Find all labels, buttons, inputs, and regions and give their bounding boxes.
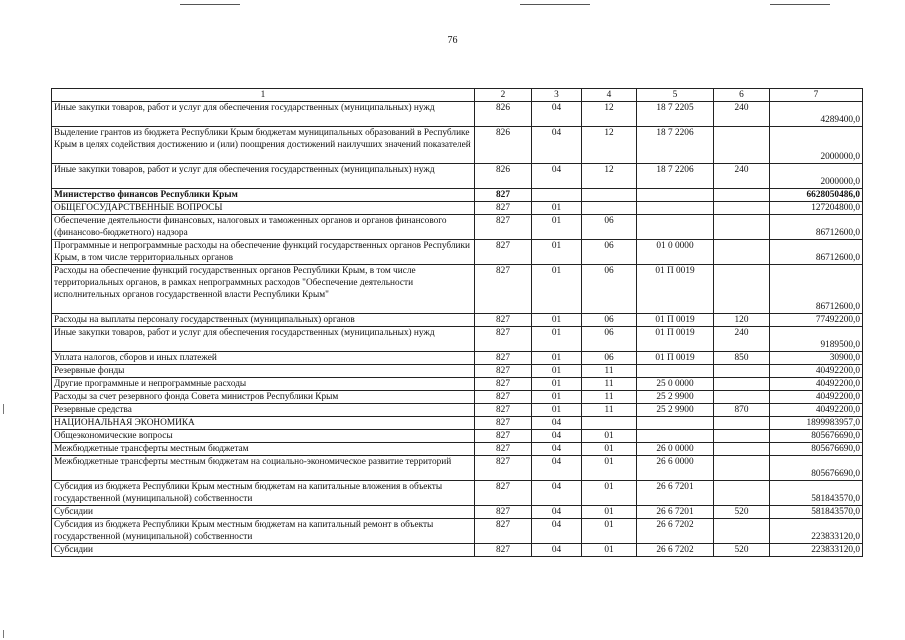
code-subsection: 06 <box>582 215 637 240</box>
code-target: 26 6 7201 <box>637 506 714 519</box>
code-expense-type <box>714 456 770 481</box>
row-amount: 77492200,0 <box>770 314 863 327</box>
code-section: 01 <box>532 352 582 365</box>
code-admin: 827 <box>475 456 532 481</box>
code-expense-type <box>714 365 770 378</box>
row-amount: 581843570,0 <box>770 506 863 519</box>
code-section: 01 <box>532 378 582 391</box>
code-target <box>637 202 714 215</box>
code-section: 04 <box>532 430 582 443</box>
code-target <box>637 215 714 240</box>
code-admin: 827 <box>475 240 532 265</box>
code-target <box>637 189 714 202</box>
code-admin: 827 <box>475 189 532 202</box>
code-subsection: 06 <box>582 327 637 352</box>
table-row <box>52 127 863 164</box>
table-row <box>52 506 863 519</box>
table-row <box>52 314 863 327</box>
page-number: 76 <box>447 35 458 46</box>
row-amount: 30900,0 <box>770 352 863 365</box>
row-amount: 4289400,0 <box>770 102 863 127</box>
code-expense-type <box>714 189 770 202</box>
table-row <box>52 215 863 240</box>
code-target: 01 0 0000 <box>637 240 714 265</box>
row-amount: 86712600,0 <box>770 215 863 240</box>
code-section: 01 <box>532 265 582 314</box>
code-section: 04 <box>532 417 582 430</box>
code-subsection: 11 <box>582 391 637 404</box>
table-row <box>52 404 863 417</box>
table-row <box>52 443 863 456</box>
code-subsection: 01 <box>582 506 637 519</box>
code-admin: 827 <box>475 391 532 404</box>
top-scan-line <box>180 4 240 5</box>
table-row <box>52 519 863 544</box>
row-name: Расходы на обеспечение функций государственных органов Республики Крым, в том числе территориальных органов, в рамках непрограммных расходов "Обеспечение деятельности исполнительных органов государственной власти Республики Крым" <box>52 265 475 314</box>
code-expense-type <box>714 240 770 265</box>
code-section: 01 <box>532 404 582 417</box>
row-amount: 40492200,0 <box>770 378 863 391</box>
code-target: 18 7 2205 <box>637 102 714 127</box>
code-subsection: 12 <box>582 164 637 189</box>
code-admin: 826 <box>475 164 532 189</box>
code-expense-type: 240 <box>714 102 770 127</box>
row-name: Выделение грантов из бюджета Республики Крым бюджетам муниципальных образований в Республике Крым в целях содействия достижению и (или) поощрения достижений наилучших значений показателей <box>52 127 475 164</box>
code-admin: 827 <box>475 506 532 519</box>
code-admin: 827 <box>475 327 532 352</box>
table-row <box>52 352 863 365</box>
row-name: Субсидия из бюджета Республики Крым местным бюджетам на капитальные вложения в объекты государственной (муниципальной) собственности <box>52 481 475 506</box>
row-name: Субсидии <box>52 506 475 519</box>
code-subsection <box>582 189 637 202</box>
code-section: 04 <box>532 127 582 164</box>
code-section <box>532 189 582 202</box>
budget-table <box>51 88 863 557</box>
row-amount: 1899983957,0 <box>770 417 863 430</box>
column-header: 1 <box>52 89 475 102</box>
table-row <box>52 240 863 265</box>
scan-margin-mark <box>3 404 4 414</box>
row-amount: 223833120,0 <box>770 519 863 544</box>
column-header: 3 <box>532 89 582 102</box>
code-subsection: 01 <box>582 481 637 506</box>
code-section: 04 <box>532 519 582 544</box>
table-row <box>52 189 863 202</box>
row-name: Министерство финансов Республики Крым <box>52 189 475 202</box>
code-admin: 827 <box>475 481 532 506</box>
header-row <box>52 89 863 102</box>
code-admin: 827 <box>475 378 532 391</box>
code-admin: 827 <box>475 443 532 456</box>
code-subsection: 11 <box>582 378 637 391</box>
code-section: 01 <box>532 327 582 352</box>
code-subsection: 01 <box>582 544 637 557</box>
row-amount: 9189500,0 <box>770 327 863 352</box>
code-subsection: 06 <box>582 314 637 327</box>
row-name: Резервные средства <box>52 404 475 417</box>
code-expense-type: 520 <box>714 544 770 557</box>
code-admin: 827 <box>475 519 532 544</box>
code-target: 01 П 0019 <box>637 265 714 314</box>
code-admin: 827 <box>475 417 532 430</box>
row-amount: 805676690,0 <box>770 430 863 443</box>
code-subsection <box>582 417 637 430</box>
top-scan-line <box>520 4 590 5</box>
code-section: 04 <box>532 506 582 519</box>
code-target: 01 П 0019 <box>637 327 714 352</box>
code-target: 26 6 7202 <box>637 544 714 557</box>
code-expense-type: 240 <box>714 164 770 189</box>
code-section: 04 <box>532 456 582 481</box>
code-expense-type <box>714 443 770 456</box>
code-expense-type <box>714 265 770 314</box>
code-expense-type: 850 <box>714 352 770 365</box>
code-expense-type <box>714 378 770 391</box>
table-row <box>52 202 863 215</box>
row-amount: 86712600,0 <box>770 240 863 265</box>
row-name: Субсидии <box>52 544 475 557</box>
row-name: Межбюджетные трансферты местным бюджетам <box>52 443 475 456</box>
column-header: 2 <box>475 89 532 102</box>
code-subsection: 11 <box>582 365 637 378</box>
code-admin: 827 <box>475 215 532 240</box>
code-expense-type <box>714 391 770 404</box>
row-amount: 40492200,0 <box>770 404 863 417</box>
row-name: Другие программные и непрограммные расходы <box>52 378 475 391</box>
code-admin: 827 <box>475 365 532 378</box>
column-header: 7 <box>770 89 863 102</box>
code-admin: 827 <box>475 202 532 215</box>
code-target <box>637 430 714 443</box>
code-expense-type: 240 <box>714 327 770 352</box>
code-section: 04 <box>532 544 582 557</box>
row-amount: 805676690,0 <box>770 443 863 456</box>
code-target: 25 2 9900 <box>637 404 714 417</box>
code-target: 26 6 7201 <box>637 481 714 506</box>
code-admin: 827 <box>475 404 532 417</box>
table-row <box>52 378 863 391</box>
code-section: 01 <box>532 314 582 327</box>
code-target <box>637 365 714 378</box>
code-admin: 827 <box>475 430 532 443</box>
code-admin: 827 <box>475 544 532 557</box>
code-target <box>637 417 714 430</box>
row-amount: 223833120,0 <box>770 544 863 557</box>
table-row <box>52 265 863 314</box>
row-name: Резервные фонды <box>52 365 475 378</box>
code-admin: 827 <box>475 352 532 365</box>
code-subsection: 01 <box>582 443 637 456</box>
row-amount: 6628050486,0 <box>770 189 863 202</box>
code-expense-type <box>714 519 770 544</box>
column-header: 4 <box>582 89 637 102</box>
code-expense-type <box>714 127 770 164</box>
code-subsection: 01 <box>582 456 637 481</box>
code-subsection: 01 <box>582 430 637 443</box>
row-amount: 40492200,0 <box>770 391 863 404</box>
row-amount: 805676690,0 <box>770 456 863 481</box>
row-name: Уплата налогов, сборов и иных платежей <box>52 352 475 365</box>
row-name: Иные закупки товаров, работ и услуг для обеспечения государственных (муниципальных) нужд <box>52 327 475 352</box>
code-target: 01 П 0019 <box>637 314 714 327</box>
code-expense-type: 120 <box>714 314 770 327</box>
table-row <box>52 391 863 404</box>
code-section: 01 <box>532 202 582 215</box>
top-scan-line <box>770 4 830 5</box>
table-row <box>52 417 863 430</box>
code-subsection: 11 <box>582 404 637 417</box>
row-amount: 127204800,0 <box>770 202 863 215</box>
row-name: Иные закупки товаров, работ и услуг для обеспечения государственных (муниципальных) нужд <box>52 102 475 127</box>
code-expense-type <box>714 202 770 215</box>
table-row <box>52 456 863 481</box>
code-expense-type <box>714 430 770 443</box>
row-name: Общеэкономические вопросы <box>52 430 475 443</box>
table-row <box>52 481 863 506</box>
row-name: ОБЩЕГОСУДАРСТВЕННЫЕ ВОПРОСЫ <box>52 202 475 215</box>
code-expense-type: 870 <box>714 404 770 417</box>
code-admin: 826 <box>475 102 532 127</box>
code-section: 01 <box>532 215 582 240</box>
row-amount: 2000000,0 <box>770 164 863 189</box>
code-subsection: 06 <box>582 265 637 314</box>
table-row <box>52 164 863 189</box>
code-section: 01 <box>532 391 582 404</box>
table-row <box>52 102 863 127</box>
code-admin: 826 <box>475 127 532 164</box>
table-row <box>52 430 863 443</box>
code-admin: 827 <box>475 314 532 327</box>
code-target: 18 7 2206 <box>637 127 714 164</box>
row-name: Обеспечение деятельности финансовых, налоговых и таможенных органов и органов финансового (финансово-бюджетного) надзора <box>52 215 475 240</box>
code-section: 01 <box>532 365 582 378</box>
row-name: Расходы на выплаты персоналу государственных (муниципальных) органов <box>52 314 475 327</box>
row-amount: 581843570,0 <box>770 481 863 506</box>
code-target: 26 6 7202 <box>637 519 714 544</box>
row-amount: 2000000,0 <box>770 127 863 164</box>
row-name: Межбюджетные трансферты местным бюджетам на социально-экономическое развитие территорий <box>52 456 475 481</box>
code-target: 26 6 0000 <box>637 456 714 481</box>
code-section: 01 <box>532 240 582 265</box>
code-section: 04 <box>532 481 582 506</box>
row-name: Иные закупки товаров, работ и услуг для обеспечения государственных (муниципальных) нужд <box>52 164 475 189</box>
row-name: Субсидия из бюджета Республики Крым местным бюджетам на капитальный ремонт в объекты государственной (муниципальной) собственности <box>52 519 475 544</box>
code-expense-type <box>714 481 770 506</box>
code-subsection: 01 <box>582 519 637 544</box>
table-row <box>52 327 863 352</box>
code-subsection: 06 <box>582 352 637 365</box>
code-section: 04 <box>532 164 582 189</box>
code-target: 26 0 0000 <box>637 443 714 456</box>
code-expense-type: 520 <box>714 506 770 519</box>
code-target: 25 2 9900 <box>637 391 714 404</box>
table-row <box>52 365 863 378</box>
row-name: Программные и непрограммные расходы на обеспечение функций государственных органов Республики Крым, в том числе территориальных органов <box>52 240 475 265</box>
code-section: 04 <box>532 102 582 127</box>
row-name: НАЦИОНАЛЬНАЯ ЭКОНОМИКА <box>52 417 475 430</box>
scan-margin-mark <box>3 630 4 638</box>
code-section: 04 <box>532 443 582 456</box>
code-subsection <box>582 202 637 215</box>
code-expense-type <box>714 417 770 430</box>
code-target: 25 0 0000 <box>637 378 714 391</box>
code-subsection: 12 <box>582 102 637 127</box>
column-header: 6 <box>714 89 770 102</box>
code-target: 01 П 0019 <box>637 352 714 365</box>
column-header: 5 <box>637 89 714 102</box>
code-subsection: 12 <box>582 127 637 164</box>
code-subsection: 06 <box>582 240 637 265</box>
table-row <box>52 544 863 557</box>
code-admin: 827 <box>475 265 532 314</box>
row-amount: 40492200,0 <box>770 365 863 378</box>
code-target: 18 7 2206 <box>637 164 714 189</box>
row-name: Расходы за счет резервного фонда Совета министров Республики Крым <box>52 391 475 404</box>
code-expense-type <box>714 215 770 240</box>
row-amount: 86712600,0 <box>770 265 863 314</box>
